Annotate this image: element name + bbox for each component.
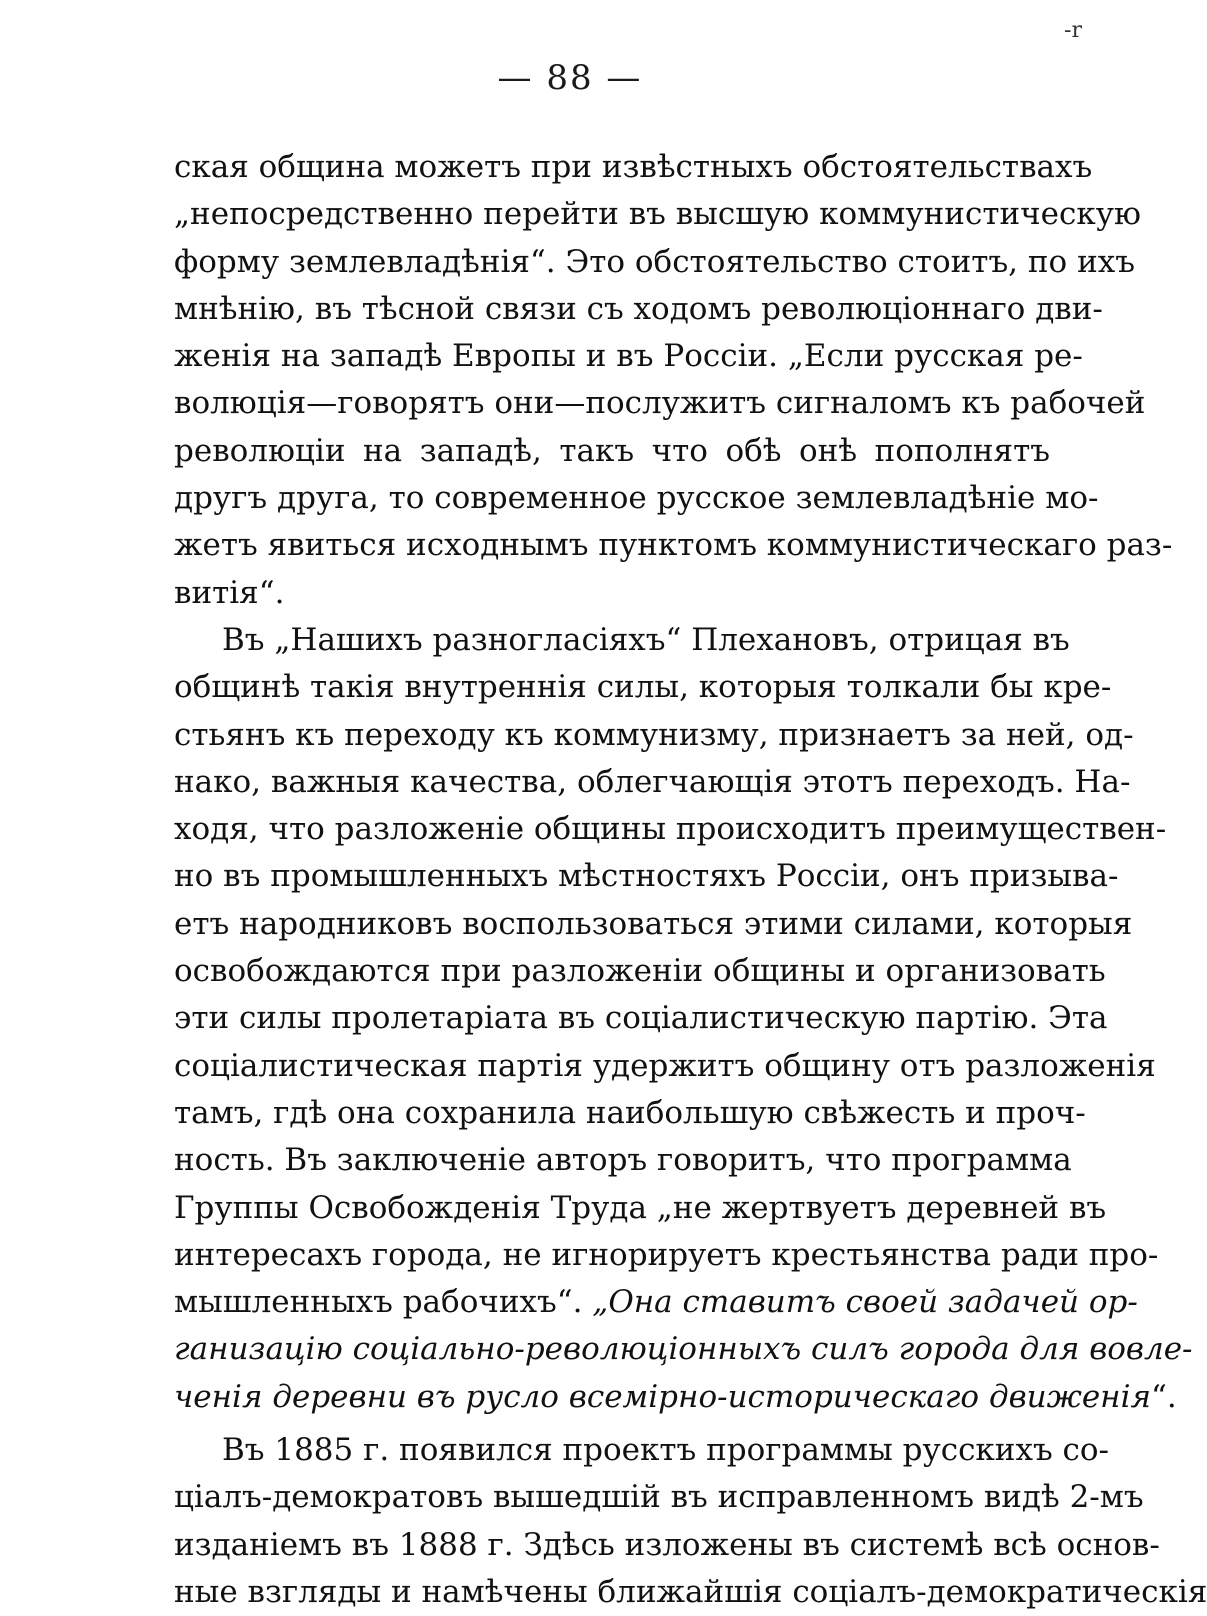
text-line-italic: ганизацію соціально-революціонныхъ силъ города для вовле-: [174, 1331, 1193, 1368]
text-line: жетъ явиться исходнымъ пунктомъ коммунистическаго раз-: [174, 527, 1173, 564]
text-line: ные взгляды и намѣчены ближайшія соціалъ-демократическія: [174, 1573, 1207, 1610]
text-normal: мышленныхъ рабочихъ“.: [174, 1284, 593, 1321]
page-number: — 88 —: [497, 58, 643, 98]
text-line: мнѣнію, въ тѣсной связи съ ходомъ революціоннаго дви-: [174, 290, 1103, 327]
text-line: ходя, что разложеніе общины происходитъ преимуществен-: [174, 811, 1167, 848]
text-line: революціи на западѣ, такъ что обѣ онѣ пополнятъ: [174, 432, 1050, 469]
corner-mark: -r: [1064, 18, 1082, 43]
text-line: женія на западѣ Европы и въ Россіи. „Если русская ре-: [174, 338, 1083, 375]
text-line: „непосредственно перейти въ высшую коммунистическую: [174, 196, 1141, 233]
text-line: соціалистическая партія удержитъ общину отъ разложенія: [174, 1047, 1156, 1084]
text-line-mixed: [174, 1279, 1138, 1326]
text-line: Въ „Нашихъ разногласіяхъ“ Плехановъ, отрицая въ: [222, 621, 1070, 658]
text-italic-quote: ченія деревни въ русло всемірно-историческаго движенія: [174, 1378, 1152, 1415]
text-line: общинѣ такія внутреннія силы, которыя толкали бы кре-: [174, 669, 1112, 706]
text-line: ность. Въ заключеніе авторъ говоритъ, что программа: [174, 1142, 1072, 1179]
text-line: но въ промышленныхъ мѣстностяхъ Россіи, онъ призыва-: [174, 858, 1119, 895]
body-text: [174, 144, 1207, 1616]
text-line: форму землевладѣнія“. Это обстоятельство стоитъ, по ихъ: [174, 243, 1135, 280]
text-line-mixed: [174, 1374, 1177, 1421]
paragraph-1: [174, 144, 1173, 617]
text-line: Въ 1885 г. появился проектъ программы русскихъ со-: [222, 1432, 1110, 1469]
text-italic-quote: „Она ставитъ своей задачей ор-: [592, 1284, 1138, 1321]
text-line: витія“.: [174, 574, 285, 611]
text-line: волюція—говорятъ они—послужитъ сигналомъ къ рабочей: [174, 385, 1146, 422]
text-line: тамъ, гдѣ она сохранила наибольшую свѣжесть и проч-: [174, 1094, 1086, 1131]
text-line: освобождаются при разложеніи общины и организовать: [174, 953, 1106, 990]
text-line: етъ народниковъ воспользоваться этими силами, которыя: [174, 905, 1133, 942]
text-line: стьянъ къ переходу къ коммунизму, признаетъ за ней, од-: [174, 716, 1134, 753]
text-line: ская община можетъ при извѣстныхъ обстоятельствахъ: [174, 149, 1093, 185]
text-line: нако, важныя качества, облегчающія этотъ переходъ. На-: [174, 763, 1131, 800]
text-line: ціалъ-демократовъ вышедшій въ исправленномъ видѣ 2-мъ: [174, 1479, 1144, 1516]
text-line: Группы Освобожденія Труда „не жертвуетъ деревней въ: [174, 1189, 1107, 1226]
paragraph-2: [174, 617, 1193, 1421]
text-normal: “.: [1151, 1378, 1177, 1415]
text-line: эти силы пролетаріата въ соціалистическую партію. Эта: [174, 1000, 1108, 1037]
text-line: изданіемъ въ 1888 г. Здѣсь изложены въ системѣ всѣ основ-: [174, 1526, 1160, 1563]
text-line: интересахъ города, не игнорируетъ крестьянства ради про-: [174, 1236, 1159, 1273]
text-line: другъ друга, то современное русское землевладѣніе мо-: [174, 480, 1099, 517]
paragraph-3: [174, 1427, 1207, 1616]
